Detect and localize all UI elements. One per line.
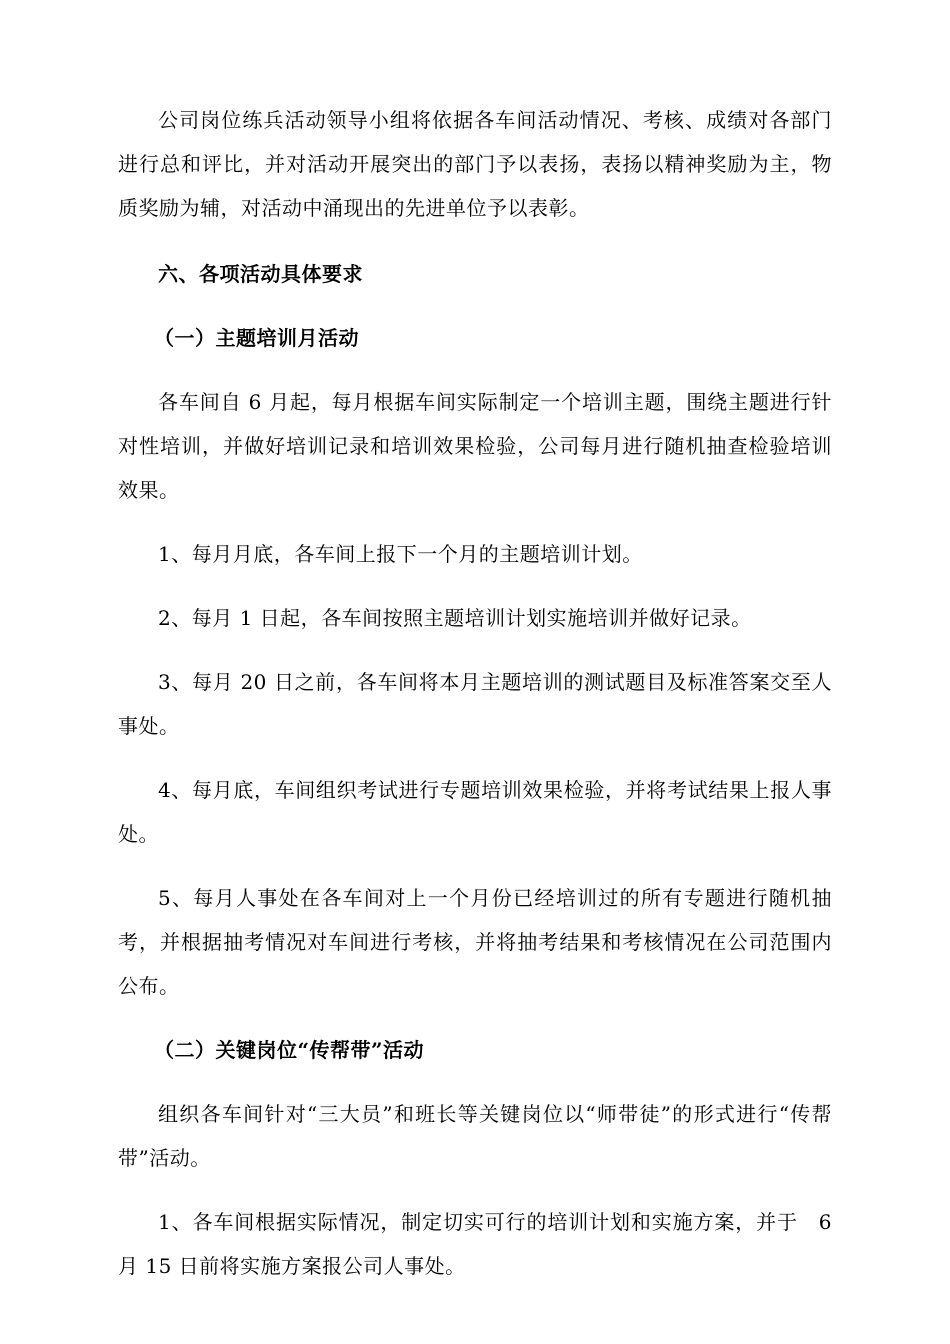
section-heading-six: 六、各项活动具体要求: [158, 262, 363, 286]
document-page: [118, 98, 832, 1288]
paragraph-mentoring: 组织各车间针对“三大员”和班长等关键岗位以“师带徒”的形式进行“传帮带”活动。: [118, 1102, 832, 1170]
list-item-mentoring-1: 1、各车间根据实际情况，制定切实可行的培训计划和实施方案，并于 6 月 15 日前将实施方案报公司人事处。: [118, 1210, 832, 1278]
list-item-4: 4、每月底，车间组织考试进行专题培训效果检验，并将考试结果上报人事处。: [118, 778, 832, 846]
list-item-3: 3、每月 20 日之前，各车间将本月主题培训的测试题目及标准答案交至人事处。: [118, 670, 832, 738]
subsection-heading-one: （一）主题培训月活动: [154, 326, 359, 350]
list-item-2: 2、每月 1 日起，各车间按照主题培训计划实施培训并做好记录。: [158, 606, 752, 630]
subsection-heading-two: （二）关键岗位“传帮带”活动: [154, 1038, 425, 1062]
paragraph-theme-training: 各车间自 6 月起，每月根据车间实际制定一个培训主题，围绕主题进行针对性培训，并做好培训记录和培训效果检验，公司每月进行随机抽查检验培训效果。: [118, 390, 832, 502]
list-item-1: 1、每月月底，各车间上报下一个月的主题培训计划。: [158, 542, 643, 566]
paragraph-evaluation: 公司岗位练兵活动领导小组将依据各车间活动情况、考核、成绩对各部门进行总和评比，并对活动开展突出的部门予以表扬，表扬以精神奖励为主，物质奖励为辅，对活动中涌现出的先进单位予以表彰。: [118, 108, 832, 220]
list-item-5: 5、每月人事处在各车间对上一个月份已经培训过的所有专题进行随机抽考，并根据抽考情况对车间进行考核，并将抽考结果和考核情况在公司范围内公布。: [118, 886, 832, 998]
